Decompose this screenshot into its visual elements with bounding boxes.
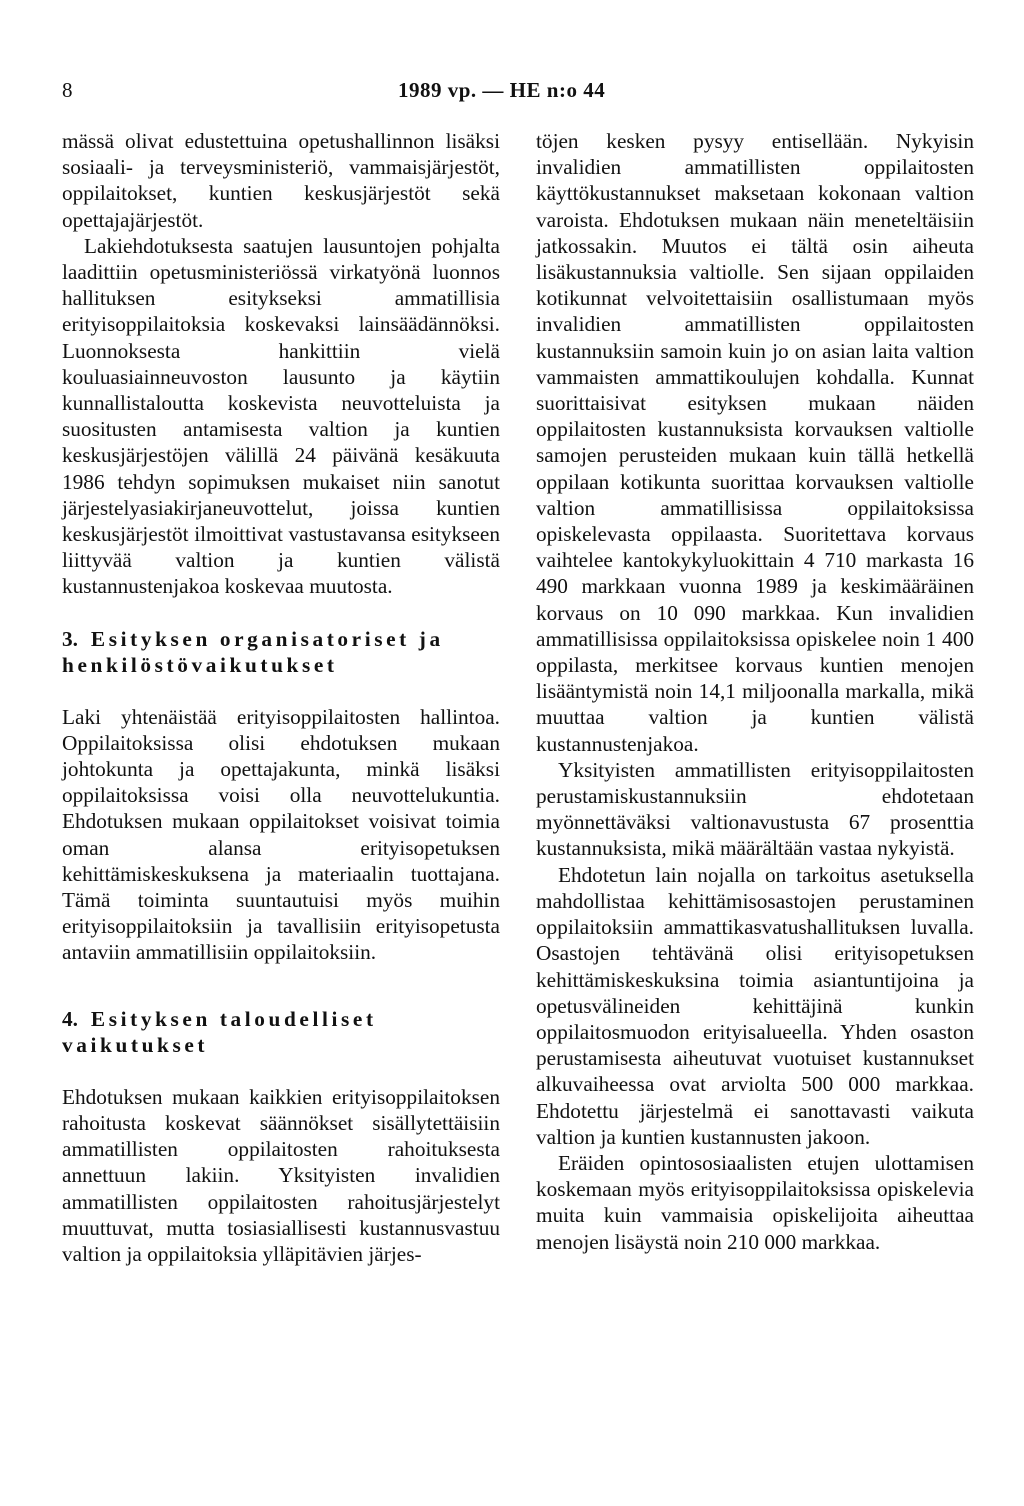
section-heading-4	[62, 1006, 500, 1058]
running-title: 1989 vp. — HE n:o 44	[398, 78, 606, 102]
paragraph: Ehdotuksen mukaan kaikkien erityisoppilaitoksen rahoitusta koskevat säännökset sisällytettäisiin ammatillisten oppilaitosten rahoituksesta annettuun lakiin. Yksityisten invalidien ammatillisten oppilaitosten rahoitusjärjestelyt muuttuvat, mutta tosiasiallisesti kustannusvastuu valtion ja oppilaitoksia ylläpitävien järjes-	[62, 1084, 500, 1266]
paragraph: Ehdotetun lain nojalla on tarkoitus asetuksella mahdollistaa kehittämisosastojen perustaminen oppilaitoksiin ammattikasvatushallituksen luvalla. Osastojen tehtävänä olisi erityisopetuksen kehittämiskeskuksina toimia asiantuntijoina ja opetusvälineiden kehittäjinä kunkin oppilaitosmuodon erityisalueella. Yhden osaston perustamisesta aiheutuvat vuotuiset kustannukset alkuvaiheessa ovat arviolta 500 000 markkaa. Ehdotettu järjestelmä ei sanottavasti vaikuta valtion ja kuntien kustannusten jakoon.	[536, 862, 974, 1149]
paragraph: Lakiehdotuksesta saatujen lausuntojen pohjalta laadittiin opetusministeriössä virkatyönä luonnos hallituksen esitykseksi ammatillisia erityisoppilaitoksia koskevaksi lainsäädännöksi. Luonnoksesta hankittiin vielä kouluasiainneuvoston lausunto ja käytiin kunnallistaloutta koskevista neuvotteluista ja suositusten antamisesta valtion ja kuntien keskusjärjestöjen välillä 24 päivänä kesäkuuta 1986 tehdyn sopimuksen mukaiset niin sanotut järjestelyasiakirjaneuvottelut, joissa kuntien keskusjärjestöt ilmoittivat vastustavansa esitykseen liittyvää valtion ja kuntien välistä kustannustenjakoa koskevaa muutosta.	[62, 233, 500, 599]
left-column	[62, 128, 500, 1267]
page-number: 8	[62, 78, 73, 102]
section-title: Esityksen organisatoriset ja henkilöstövaikutukset	[62, 626, 444, 677]
section-number: 3.	[62, 626, 78, 651]
section-number: 4.	[62, 1006, 78, 1031]
paragraph: Laki yhtenäistää erityisoppilaitosten hallintoa. Oppilaitoksissa olisi ehdotuksen mukaan johtokunta ja opettajakunta, minkä lisäksi oppilaitoksissa voisi olla neuvottelukuntia. Ehdotuksen mukaan oppilaitokset voisivat toimia oman alansa erityisopetuksen kehittämiskeskuksena ja materiaalin tuottajana. Tämä toiminta suuntautuisi myös muihin erityisoppilaitoksiin ja tavallisiin erityisopetusta antaviin ammatillisiin oppilaitoksiin.	[62, 704, 500, 965]
paragraph: Eräiden opintososiaalisten etujen ulottamisen koskemaan myös erityisoppilaitoksissa opiskelevia muita kuin vammaisia opiskelijoita aiheuttaa menojen lisäystä noin 210 000 markkaa.	[536, 1150, 974, 1254]
right-column	[536, 128, 974, 1255]
section-heading-3	[62, 626, 500, 678]
paragraph: töjen kesken pysyy entisellään. Nykyisin invalidien ammatillisten oppilaitosten käyttökustannukset maksetaan kokonaan valtion varoista. Ehdotuksen mukaan näin meneteltäisiin jatkossakin. Muutos ei tältä osin aiheuta lisäkustannuksia valtiolle. Sen sijaan oppilaiden kotikunnat velvoitettaisiin osallistumaan myös invalidien ammatillisten oppilaitosten kustannuksiin samoin kuin jo on asian laita valtion vammaisten ammattikoulujen kohdalla. Kunnat suorittaisivat esityksen mukaan näiden oppilaitosten kustannuksista korvauksen valtiolle samojen perusteiden mukaan kuin tällä hetkellä oppilaan kotikunta suorittaa korvauksen valtiolle valtion ammatillisissa oppilaitoksissa opiskelevasta oppilaasta. Suoritettava korvaus vaihtelee kantokykyluokittain 4 710 markasta 16 490 markkaan vuonna 1989 ja keskimääräinen korvaus on 10 090 markkaa. Kun invalidien ammatillisissa oppilaitoksissa opiskelee noin 1 400 oppilasta, merkitsee korvaus kuntien menojen lisääntymistä noin 14,1 miljoonalla markalla, mikä muuttaa valtion ja kuntien välistä kustannustenjakoa.	[536, 129, 974, 756]
section-title: Esityksen taloudelliset vaikutukset	[62, 1006, 377, 1057]
paragraph: mässä olivat edustettuina opetushallinnon lisäksi sosiaali- ja terveysministeriö, vammaisjärjestöt, oppilaitokset, kuntien keskusjärjestöt sekä opettajajärjestöt.	[62, 129, 500, 232]
paragraph: Yksityisten ammatillisten erityisoppilaitosten perustamiskustannuksiin ehdotetaan myönnettäväksi valtionavustusta 67 prosenttia kustannuksista, mikä määrältään vastaa nykyistä.	[536, 757, 974, 861]
page-header	[62, 78, 962, 108]
